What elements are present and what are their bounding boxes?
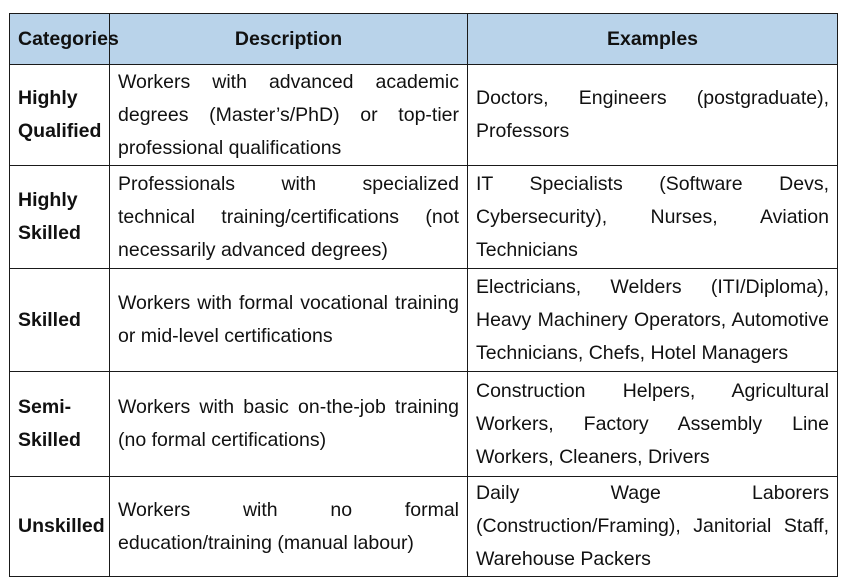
table-row [10,65,838,166]
examples-cell: Construction Helpers, Agricultural Workers, Factory Assembly Line Workers, Cleaners, Drivers [468,372,838,477]
category-cell: Semi-Skilled [10,372,110,477]
table-row [10,166,838,269]
header-description: Description [110,14,468,65]
description-cell: Workers with advanced academic degrees (Master’s/PhD) or top-tier professional qualifications [110,65,468,166]
table-row [10,269,838,372]
category-cell: Highly Skilled [10,166,110,269]
worker-categories-table [9,13,838,577]
table-row [10,477,838,577]
description-cell: Workers with basic on-the-job training (no formal certifications) [110,372,468,477]
description-cell: Workers with no formal education/training (manual labour) [110,477,468,577]
examples-cell: Doctors, Engineers (postgraduate), Professors [468,65,838,166]
examples-cell: Daily Wage Laborers (Construction/Framing), Janitorial Staff, Warehouse Packers [468,477,838,577]
header-examples: Examples [468,14,838,65]
description-cell: Professionals with specialized technical training/certifications (not necessarily advanced degrees) [110,166,468,269]
categories-table-container [9,13,837,577]
examples-cell: Electricians, Welders (ITI/Diploma), Heavy Machinery Operators, Automotive Technicians, Chefs, Hotel Managers [468,269,838,372]
table-header-row [10,14,838,65]
table-row [10,372,838,477]
category-cell: Unskilled [10,477,110,577]
examples-cell: IT Specialists (Software Devs, Cybersecurity), Nurses, Aviation Technicians [468,166,838,269]
category-cell: Highly Qualified [10,65,110,166]
header-categories: Categories [10,14,110,65]
description-cell: Workers with formal vocational training or mid-level certifications [110,269,468,372]
category-cell: Skilled [10,269,110,372]
